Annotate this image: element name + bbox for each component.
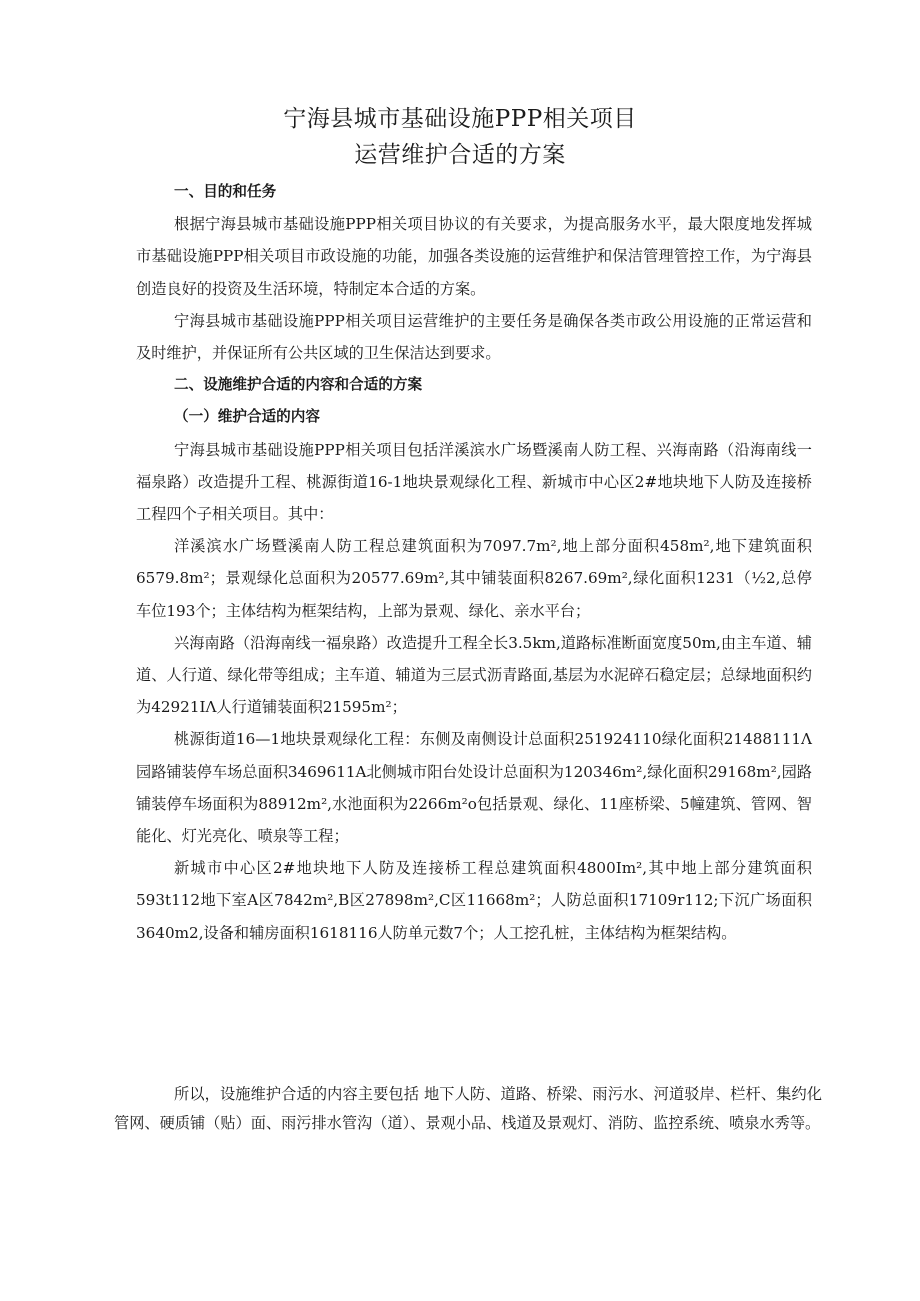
document-body <box>136 176 812 949</box>
section-2-paragraph-3: 兴海南路（沿海南线一福泉路）改造提升工程全长3.5km,道路标准断面宽度50m,由主车道、辅道、人行道、绿化带等组成；主车道、辅道为三层式沥青路面,基层为水泥碎石稳定层；总绿地面积约为42921IΛ人行道铺装面积21595m²； <box>136 633 812 717</box>
section-2-heading: 二、设施维护合适的内容和合适的方案 <box>174 376 423 394</box>
document-title-line-1: 宁海县城市基础设施PPP相关项目 <box>283 106 637 132</box>
section-2-paragraph-4: 桃源街道16—1地块景观绿化工程：东侧及南侧设计总面积251924110绿化面积21488111Λ园路铺装停车场总面积3469611A北侧城市阳台处设计总面积为120346m²,绿化面积29168m²,园路铺装停车场面积为88912m²,水池面积为2266m²o包括景观、绿化、11座桥梁、5幢建筑、管网、智能化、灯光亮化、喷泉等工程； <box>136 730 812 846</box>
section-1-paragraph-1: 根据宁海县城市基础设施PPP相关项目协议的有关要求，为提高服务水平，最大限度地发挥城市基础设施PPP相关项目市政设施的功能，加强各类设施的运营维护和保洁管理管控工作，为宁海县创造良好的投资及生活环境，特制定本合适的方案。 <box>136 215 812 298</box>
section-1-paragraph-2: 宁海县城市基础设施PPP相关项目运营维护的主要任务是确保各类市政公用设施的正常运营和及时维护，并保证所有公共区域的卫生保洁达到要求。 <box>136 311 812 363</box>
section-1-heading: 一、目的和任务 <box>174 183 277 200</box>
section-2-subheading-1: （一）维护合适的内容 <box>174 408 320 426</box>
section-2-paragraph-1: 宁海县城市基础设施PPP相关项目包括洋溪滨水广场暨溪南人防工程、兴海南路（沿海南线一福泉路）改造提升工程、桃源街道16-1地块景观绿化工程、新城市中心区2#地块地下人防及连接桥工程四个子相关项目。其中： <box>136 440 812 524</box>
document-title-line-2: 运营维护合适的方案 <box>354 142 566 168</box>
section-2-paragraph-5: 新城市中心区2#地块地下人防及连接桥工程总建筑面积4800Im²,其中地上部分建筑面积593t112地下室A区7842m²,B区27898m²,C区11668m²；人防总面积17109r112;下沉广场面积3640m2,设备和辅房面积1618116人防单元数7个；人工挖孔桩，主体结构为框架结构。 <box>136 859 812 942</box>
section-2-paragraph-2: 洋溪滨水广场暨溪南人防工程总建筑面积为7097.7m²,地上部分面积458m²,地下建筑面积6579.8m²；景观绿化总面积为20577.69m²,其中铺装面积8267.69m²,绿化面积1231（½2,总停车位193个；主体结构为框架结构，上部为景观、绿化、亲水平台； <box>136 537 812 620</box>
section-2-paragraph-6: 所以，设施维护合适的内容主要包括 地下人防、道路、桥梁、雨污水、河道驳岸、栏杆、集约化管网、硬质铺（贴）面、雨污排水管沟（道）、景观小品、栈道及景观灯、消防、监控系统、喷泉水秀等。 <box>114 1085 822 1132</box>
